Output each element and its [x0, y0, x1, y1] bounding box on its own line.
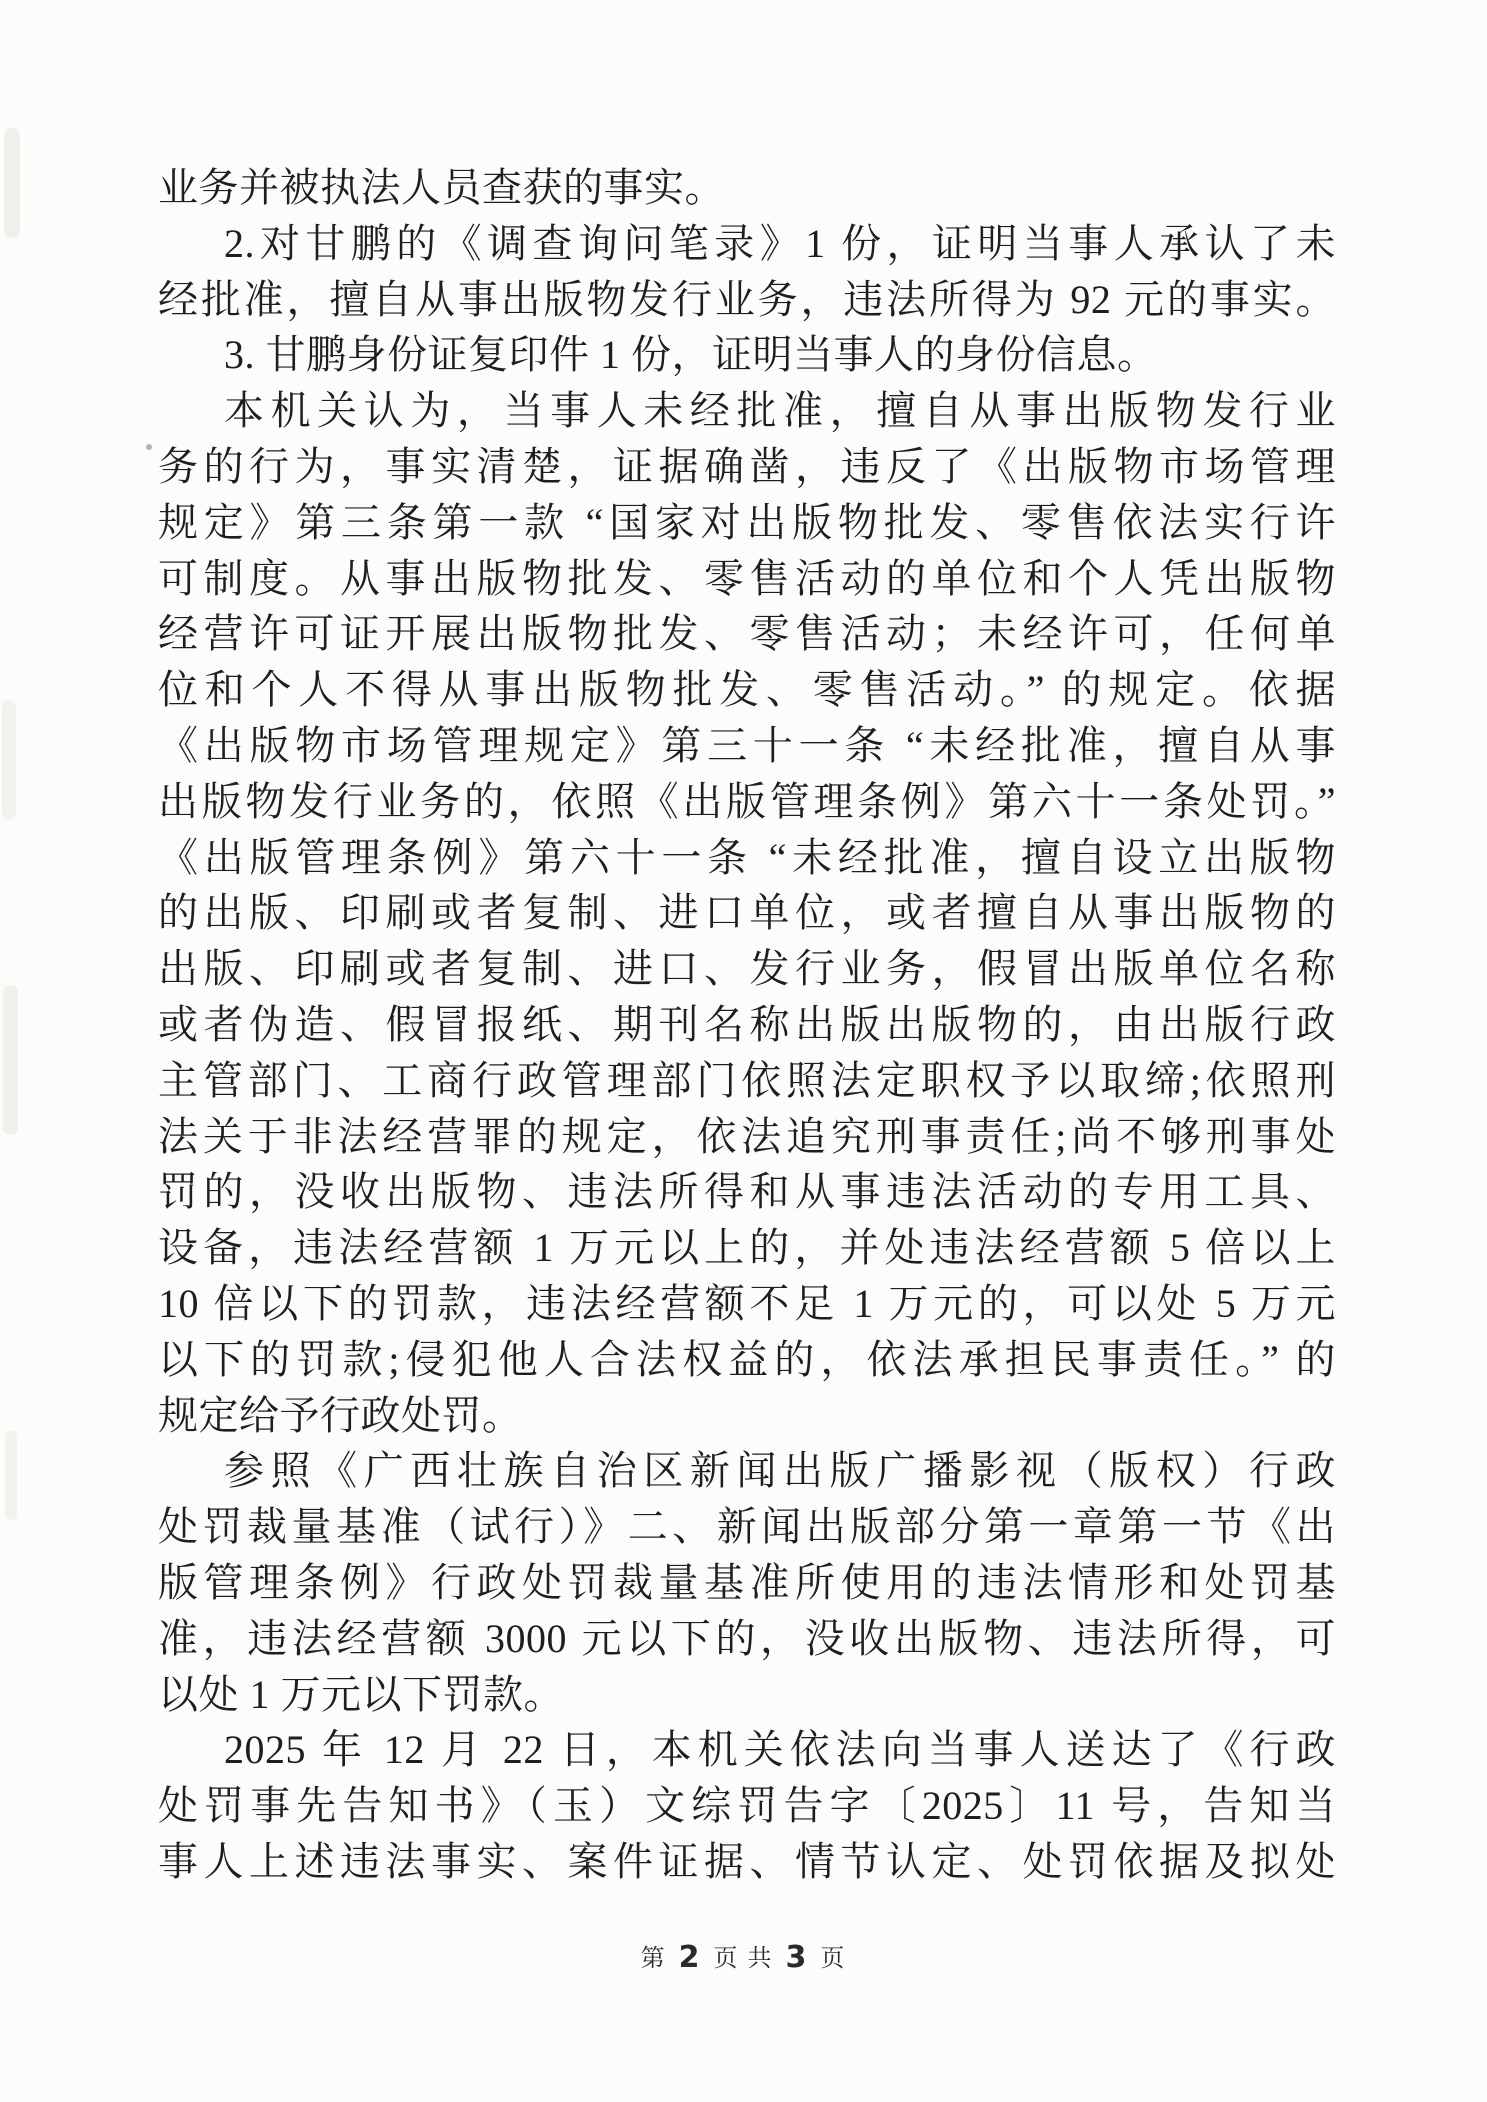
document-line: 可制度。从事出版物批发、零售活动的单位和个人凭出版物: [158, 555, 1336, 601]
scan-artifact-dot: [146, 444, 152, 450]
document-line: 出版物发行业务的，依照《出版管理条例》第六十一条处罚。”: [158, 778, 1336, 824]
document-line: 或者伪造、假冒报纸、期刊名称出版出版物的，由出版行政: [158, 1001, 1336, 1047]
document-line: 罚的，没收出版物、违法所得和从事违法活动的专用工具、: [158, 1169, 1336, 1215]
document-line: 法关于非法经营罪的规定，依法追究刑事责任;尚不够刑事处: [158, 1113, 1336, 1159]
document-line: 参照《广西壮族自治区新闻出版广播影视（版权）行政: [224, 1448, 1336, 1494]
document-line: 主管部门、工商行政管理部门依照法定职权予以取缔;依照刑: [158, 1057, 1336, 1103]
scan-artifact-streak: [5, 1430, 17, 1520]
document-line: 2025 年 12 月 22 日，本机关依法向当事人送达了《行政: [224, 1727, 1336, 1773]
document-line: 处罚事先告知书》（玉）文综罚告字〔2025〕11 号，告知当: [158, 1783, 1336, 1829]
document-line: 经批准，擅自从事出版物发行业务，违法所得为 92 元的事实。: [158, 276, 1336, 322]
document-line: 的出版、印刷或者复制、进口单位，或者擅自从事出版物的: [158, 890, 1336, 936]
document-line: 处罚裁量基准（试行）》二、新闻出版部分第一章第一节《出: [158, 1504, 1336, 1550]
document-line: 以下的罚款;侵犯他人合法权益的，依法承担民事责任。” 的: [158, 1336, 1336, 1382]
scan-artifact-streak: [4, 128, 20, 238]
document-line: 设备，违法经营额 1 万元以上的，并处违法经营额 5 倍以上: [158, 1225, 1336, 1271]
document-line: 规定》第三条第一款 “国家对出版物批发、零售依法实行许: [158, 499, 1336, 545]
document-line: 《出版管理条例》第六十一条 “未经批准，擅自设立出版物: [158, 834, 1336, 880]
document-line: 3. 甘鹏身份证复印件 1 份，证明当事人的身份信息。: [224, 332, 1158, 378]
document-line: 位和个人不得从事出版物批发、零售活动。” 的规定。依据: [158, 667, 1336, 713]
document-line: 本机关认为，当事人未经批准，擅自从事出版物发行业: [224, 388, 1336, 434]
footer-total-pages: 3: [785, 1940, 809, 1975]
footer-current-page: 2: [678, 1940, 702, 1975]
document-line: 以处 1 万元以下罚款。: [158, 1671, 564, 1717]
document-body: [158, 160, 1336, 1890]
document-line: 业务并被执法人员查获的事实。: [158, 165, 725, 210]
document-line: 准，违法经营额 3000 元以下的，没收出版物、违法所得，可: [158, 1615, 1336, 1661]
document-line: 《出版物市场管理规定》第三十一条 “未经批准，擅自从事: [158, 722, 1336, 768]
document-line: 出版、印刷或者复制、进口、发行业务，假冒出版单位名称: [158, 946, 1336, 992]
document-line: 务的行为，事实清楚，证据确凿，违反了《出版物市场管理: [158, 443, 1336, 489]
scan-artifact-streak: [2, 700, 16, 820]
document-line: 10 倍以下的罚款，违法经营额不足 1 万元的，可以处 5 万元: [158, 1280, 1336, 1326]
footer-label-di: 第: [640, 1946, 667, 1972]
document-line: 事人上述违法事实、案件证据、情节认定、处罚依据及拟处: [158, 1838, 1336, 1884]
footer-label-ye: 页: [820, 1946, 847, 1972]
document-line: 经营许可证开展出版物批发、零售活动；未经许可，任何单: [158, 611, 1336, 657]
footer-label-ye-gong: 页 共: [713, 1946, 774, 1972]
document-line: 规定给予行政处罚。: [158, 1392, 523, 1438]
document-line: 版管理条例》行政处罚裁量基准所使用的违法情形和处罚基: [158, 1559, 1336, 1605]
scan-artifact-streak: [3, 985, 18, 1135]
document-line: 2.对甘鹏的《调查询问笔录》1 份，证明当事人承认了未: [224, 220, 1336, 266]
page-footer: [0, 1938, 1487, 1974]
